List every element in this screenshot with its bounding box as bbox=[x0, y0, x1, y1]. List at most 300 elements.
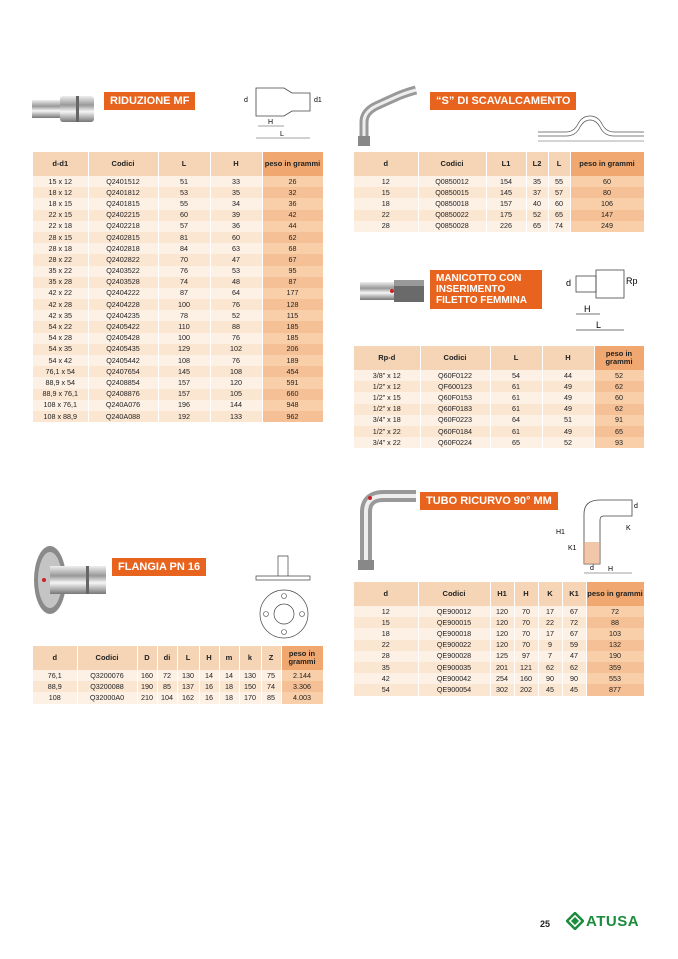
table-cell: Q2404235 bbox=[88, 310, 158, 321]
table-cell: 35 bbox=[210, 187, 262, 198]
table-cell: 591 bbox=[262, 377, 323, 388]
table-cell: 42 bbox=[354, 673, 418, 684]
table-cell: Q2401815 bbox=[88, 198, 158, 209]
table-cell: 42 x 22 bbox=[33, 288, 88, 299]
table-cell: 64 bbox=[490, 415, 542, 426]
table-row bbox=[33, 254, 323, 265]
table-cell: 67 bbox=[262, 254, 323, 265]
table-cell: 226 bbox=[486, 221, 526, 232]
table-cell: 137 bbox=[177, 681, 199, 692]
table-cell: QE900054 bbox=[418, 684, 490, 695]
table-cell: 35 x 22 bbox=[33, 266, 88, 277]
table-cell: 14 bbox=[219, 670, 239, 681]
table-cell: Q2402822 bbox=[88, 254, 158, 265]
table-cell: 32 bbox=[262, 187, 323, 198]
table-cell: Q3200088 bbox=[77, 681, 137, 692]
table-cell: 18 bbox=[354, 628, 418, 639]
manicotto-title: MANICOTTO CON INSERIMENTO FILETTO FEMMINA bbox=[430, 270, 542, 309]
atusa-logo bbox=[566, 912, 639, 930]
table-cell: Q0850022 bbox=[418, 210, 486, 221]
table-cell: 145 bbox=[158, 366, 210, 377]
table-cell: 60 bbox=[548, 198, 570, 209]
table-cell: 95 bbox=[262, 266, 323, 277]
table-cell: 132 bbox=[586, 640, 644, 651]
table-cell: QF600123 bbox=[420, 381, 490, 392]
table-cell: 157 bbox=[486, 198, 526, 209]
table-cell: 120 bbox=[490, 617, 514, 628]
table-row bbox=[354, 662, 644, 673]
col-peso: peso in grammi bbox=[586, 582, 644, 606]
table-cell: 108 x 76,1 bbox=[33, 400, 88, 411]
table-cell: 70 bbox=[514, 640, 538, 651]
table-row bbox=[354, 187, 644, 198]
table-cell: 15 x 12 bbox=[33, 176, 88, 187]
tubo-table bbox=[354, 582, 645, 696]
table-cell: Q60F0223 bbox=[420, 415, 490, 426]
table-cell: 962 bbox=[262, 411, 323, 422]
col-l: L bbox=[177, 646, 199, 670]
table-cell: 64 bbox=[210, 288, 262, 299]
table-cell: 175 bbox=[486, 210, 526, 221]
table-cell: 26 bbox=[262, 176, 323, 187]
tubo-title: TUBO RICURVO 90° MM bbox=[420, 492, 558, 510]
table-cell: 115 bbox=[262, 310, 323, 321]
table-cell: 72 bbox=[586, 606, 644, 617]
table-cell: 108 bbox=[33, 692, 77, 703]
table-cell: 54 bbox=[354, 684, 418, 695]
table-cell: Q240A088 bbox=[88, 411, 158, 422]
scavalcamento-diagram bbox=[536, 110, 648, 144]
atusa-logo-text: ATUSA bbox=[586, 912, 640, 930]
table-cell: Q2402815 bbox=[88, 232, 158, 243]
col-D: D bbox=[137, 646, 157, 670]
flangia-table bbox=[33, 646, 324, 704]
col-z: Z bbox=[261, 646, 281, 670]
table-row bbox=[33, 681, 323, 692]
table-cell: Q2404228 bbox=[88, 299, 158, 310]
table-cell: 62 bbox=[538, 662, 562, 673]
table-cell: 190 bbox=[586, 651, 644, 662]
table-cell: 74 bbox=[158, 277, 210, 288]
table-cell: 189 bbox=[262, 355, 323, 366]
col-k: K bbox=[538, 582, 562, 606]
table-cell: 102 bbox=[210, 344, 262, 355]
table-cell: 45 bbox=[562, 684, 586, 695]
table-cell: 15 bbox=[354, 187, 418, 198]
col-h: H bbox=[542, 346, 594, 370]
table-cell: 144 bbox=[210, 400, 262, 411]
table-cell: 15 bbox=[354, 617, 418, 628]
table-cell: 48 bbox=[210, 277, 262, 288]
table-cell: Q2403528 bbox=[88, 277, 158, 288]
table-cell: 130 bbox=[177, 670, 199, 681]
table-cell: Q2401512 bbox=[88, 176, 158, 187]
svg-text:H1: H1 bbox=[556, 529, 565, 536]
table-cell: 170 bbox=[239, 692, 261, 703]
col-h1: H1 bbox=[490, 582, 514, 606]
table-cell: 160 bbox=[514, 673, 538, 684]
table-cell: Q240A076 bbox=[88, 400, 158, 411]
table-cell: Q2402818 bbox=[88, 243, 158, 254]
table-cell: 12 bbox=[354, 606, 418, 617]
table-cell: 88 bbox=[586, 617, 644, 628]
col-d: d bbox=[33, 646, 77, 670]
table-cell: 62 bbox=[562, 662, 586, 673]
table-row bbox=[354, 370, 644, 381]
table-row bbox=[33, 243, 323, 254]
table-cell: 44 bbox=[542, 370, 594, 381]
table-cell: 54 x 42 bbox=[33, 355, 88, 366]
svg-text:d: d bbox=[590, 565, 594, 572]
col-l: L bbox=[158, 152, 210, 176]
table-cell: 45 bbox=[538, 684, 562, 695]
table-cell: 55 bbox=[548, 176, 570, 187]
table-cell: 17 bbox=[538, 606, 562, 617]
table-cell: 37 bbox=[526, 187, 548, 198]
table-cell: 90 bbox=[562, 673, 586, 684]
table-cell: 157 bbox=[158, 377, 210, 388]
table-cell: Q2408876 bbox=[88, 389, 158, 400]
table-cell: 9 bbox=[538, 640, 562, 651]
table-cell: Q2405428 bbox=[88, 333, 158, 344]
col-peso: peso in grammi bbox=[262, 152, 323, 176]
table-cell: 14 bbox=[199, 670, 219, 681]
table-cell: 65 bbox=[526, 221, 548, 232]
table-cell: 70 bbox=[514, 617, 538, 628]
table-cell: 61 bbox=[490, 381, 542, 392]
table-row bbox=[33, 321, 323, 332]
table-cell: 150 bbox=[239, 681, 261, 692]
table-cell: 54 x 35 bbox=[33, 344, 88, 355]
table-row bbox=[354, 606, 644, 617]
manicotto-photo bbox=[358, 276, 428, 306]
table-cell: 70 bbox=[158, 254, 210, 265]
table-cell: 49 bbox=[542, 404, 594, 415]
col-m: m bbox=[219, 646, 239, 670]
col-di: di bbox=[157, 646, 177, 670]
table-cell: 3.306 bbox=[281, 681, 323, 692]
table-row bbox=[354, 684, 644, 695]
table-cell: 28 bbox=[354, 651, 418, 662]
svg-text:L: L bbox=[280, 131, 284, 138]
table-cell: 85 bbox=[157, 681, 177, 692]
table-cell: 120 bbox=[490, 640, 514, 651]
table-cell: 105 bbox=[210, 389, 262, 400]
table-cell: 877 bbox=[586, 684, 644, 695]
table-cell: 16 bbox=[199, 692, 219, 703]
table-cell: Q2407654 bbox=[88, 366, 158, 377]
table-cell: 42 x 35 bbox=[33, 310, 88, 321]
table-cell: 42 x 28 bbox=[33, 299, 88, 310]
svg-text:d: d bbox=[566, 278, 572, 288]
col-d-d1: d-d1 bbox=[33, 152, 88, 176]
table-cell: 52 bbox=[542, 437, 594, 448]
col-codici: Codici bbox=[418, 152, 486, 176]
riduzione-table bbox=[33, 152, 324, 422]
riduzione-diagram bbox=[244, 82, 328, 146]
table-cell: 185 bbox=[262, 333, 323, 344]
table-cell: 202 bbox=[514, 684, 538, 695]
table-cell: 249 bbox=[570, 221, 644, 232]
table-cell: QE900035 bbox=[418, 662, 490, 673]
table-cell: 57 bbox=[158, 221, 210, 232]
table-cell: 3/4” x 18 bbox=[354, 415, 420, 426]
col-l1: L1 bbox=[486, 152, 526, 176]
table-cell: 125 bbox=[490, 651, 514, 662]
table-cell: 18 x 12 bbox=[33, 187, 88, 198]
table-row bbox=[354, 628, 644, 639]
table-row bbox=[354, 176, 644, 187]
table-cell: Q2401812 bbox=[88, 187, 158, 198]
table-row bbox=[354, 437, 644, 448]
table-cell: 68 bbox=[262, 243, 323, 254]
table-cell: 120 bbox=[210, 377, 262, 388]
table-cell: 157 bbox=[158, 389, 210, 400]
table-cell: 57 bbox=[548, 187, 570, 198]
svg-text:d1: d1 bbox=[314, 97, 322, 104]
table-row bbox=[33, 366, 323, 377]
table-row bbox=[33, 411, 323, 422]
table-cell: 76 bbox=[210, 299, 262, 310]
table-cell: 67 bbox=[562, 628, 586, 639]
table-cell: 100 bbox=[158, 299, 210, 310]
table-cell: 53 bbox=[158, 187, 210, 198]
table-cell: 22 bbox=[354, 210, 418, 221]
table-cell: Q60F0183 bbox=[420, 404, 490, 415]
table-cell: 106 bbox=[570, 198, 644, 209]
table-row bbox=[33, 692, 323, 703]
table-cell: 18 bbox=[219, 692, 239, 703]
table-cell: 65 bbox=[548, 210, 570, 221]
table-cell: 35 bbox=[354, 662, 418, 673]
table-cell: 1/2” x 18 bbox=[354, 404, 420, 415]
table-cell: 120 bbox=[490, 606, 514, 617]
table-row bbox=[33, 176, 323, 187]
table-cell: 88 bbox=[210, 321, 262, 332]
table-cell: 110 bbox=[158, 321, 210, 332]
col-codici: Codici bbox=[88, 152, 158, 176]
table-cell: 190 bbox=[137, 681, 157, 692]
table-cell: Q0850028 bbox=[418, 221, 486, 232]
table-cell: 54 x 22 bbox=[33, 321, 88, 332]
table-cell: 154 bbox=[486, 176, 526, 187]
flangia-title: FLANGIA PN 16 bbox=[112, 558, 206, 576]
table-cell: 74 bbox=[548, 221, 570, 232]
table-cell: 59 bbox=[562, 640, 586, 651]
table-cell: Q2405422 bbox=[88, 321, 158, 332]
table-cell: 3/8” x 12 bbox=[354, 370, 420, 381]
table-row bbox=[33, 277, 323, 288]
table-cell: 121 bbox=[514, 662, 538, 673]
table-cell: 120 bbox=[490, 628, 514, 639]
table-cell: Q2405442 bbox=[88, 355, 158, 366]
table-row bbox=[33, 210, 323, 221]
table-row bbox=[354, 392, 644, 403]
table-cell: 18 bbox=[219, 681, 239, 692]
table-cell: Q2405435 bbox=[88, 344, 158, 355]
table-cell: 7 bbox=[538, 651, 562, 662]
table-cell: 76 bbox=[210, 333, 262, 344]
table-cell: 60 bbox=[594, 392, 644, 403]
table-cell: Q0850018 bbox=[418, 198, 486, 209]
table-cell: 75 bbox=[261, 670, 281, 681]
table-cell: 53 bbox=[210, 266, 262, 277]
table-cell: QE900022 bbox=[418, 640, 490, 651]
table-cell: 78 bbox=[158, 310, 210, 321]
table-row bbox=[354, 381, 644, 392]
table-cell: 16 bbox=[199, 681, 219, 692]
svg-text:L: L bbox=[596, 320, 602, 330]
table-cell: 4.003 bbox=[281, 692, 323, 703]
table-cell: 1/2” x 15 bbox=[354, 392, 420, 403]
table-cell: Q2408854 bbox=[88, 377, 158, 388]
scavalcamento-table bbox=[354, 152, 645, 232]
table-cell: Q60F0122 bbox=[420, 370, 490, 381]
table-cell: Q32000A0 bbox=[77, 692, 137, 703]
table-cell: Q60F0153 bbox=[420, 392, 490, 403]
col-peso: peso in grammi bbox=[281, 646, 323, 670]
table-cell: 28 x 22 bbox=[33, 254, 88, 265]
table-cell: 162 bbox=[177, 692, 199, 703]
svg-text:K: K bbox=[626, 525, 631, 532]
table-row bbox=[33, 670, 323, 681]
table-cell: 88,9 bbox=[33, 681, 77, 692]
tubo-diagram bbox=[556, 494, 648, 576]
table-cell: 128 bbox=[262, 299, 323, 310]
table-row bbox=[354, 415, 644, 426]
table-cell: 97 bbox=[514, 651, 538, 662]
table-cell: 22 bbox=[538, 617, 562, 628]
svg-text:Rp: Rp bbox=[626, 276, 638, 286]
table-row bbox=[33, 310, 323, 321]
table-cell: Q0850012 bbox=[418, 176, 486, 187]
riduzione-title: RIDUZIONE MF bbox=[104, 92, 195, 110]
table-cell: 72 bbox=[562, 617, 586, 628]
table-cell: 65 bbox=[490, 437, 542, 448]
table-cell: 36 bbox=[262, 198, 323, 209]
table-cell: 40 bbox=[526, 198, 548, 209]
table-cell: 51 bbox=[542, 415, 594, 426]
table-cell: 108 bbox=[158, 355, 210, 366]
table-row bbox=[354, 640, 644, 651]
table-cell: 108 bbox=[210, 366, 262, 377]
table-cell: 147 bbox=[570, 210, 644, 221]
col-l2: L2 bbox=[526, 152, 548, 176]
table-cell: 47 bbox=[562, 651, 586, 662]
table-cell: 62 bbox=[262, 232, 323, 243]
table-cell: 44 bbox=[262, 221, 323, 232]
table-cell: 61 bbox=[490, 404, 542, 415]
tubo-photo bbox=[356, 486, 420, 572]
table-cell: 54 bbox=[490, 370, 542, 381]
col-l: L bbox=[548, 152, 570, 176]
col-peso: peso in grammi bbox=[570, 152, 644, 176]
table-cell: 85 bbox=[261, 692, 281, 703]
table-cell: 33 bbox=[210, 176, 262, 187]
table-row bbox=[33, 221, 323, 232]
table-cell: 54 x 28 bbox=[33, 333, 88, 344]
table-cell: 60 bbox=[158, 210, 210, 221]
table-cell: 70 bbox=[514, 606, 538, 617]
table-cell: 87 bbox=[262, 277, 323, 288]
table-cell: QE900018 bbox=[418, 628, 490, 639]
svg-text:d: d bbox=[244, 97, 248, 104]
table-cell: 47 bbox=[210, 254, 262, 265]
table-cell: 51 bbox=[158, 176, 210, 187]
table-cell: 18 x 15 bbox=[33, 198, 88, 209]
table-cell: 60 bbox=[570, 176, 644, 187]
table-cell: 74 bbox=[261, 681, 281, 692]
table-cell: 22 bbox=[354, 640, 418, 651]
col-h: H bbox=[199, 646, 219, 670]
table-cell: 88,9 x 54 bbox=[33, 377, 88, 388]
table-cell: 129 bbox=[158, 344, 210, 355]
table-row bbox=[33, 266, 323, 277]
table-cell: QE900028 bbox=[418, 651, 490, 662]
table-cell: Q2403522 bbox=[88, 266, 158, 277]
table-cell: 61 bbox=[490, 426, 542, 437]
table-cell: 76,1 x 54 bbox=[33, 366, 88, 377]
table-cell: 553 bbox=[586, 673, 644, 684]
table-cell: 93 bbox=[594, 437, 644, 448]
table-cell: Q0850015 bbox=[418, 187, 486, 198]
table-cell: 206 bbox=[262, 344, 323, 355]
table-cell: QE900012 bbox=[418, 606, 490, 617]
table-cell: 254 bbox=[490, 673, 514, 684]
table-cell: 201 bbox=[490, 662, 514, 673]
table-cell: 454 bbox=[262, 366, 323, 377]
col-codici: Codici bbox=[420, 346, 490, 370]
page-number: 25 bbox=[540, 919, 551, 929]
table-cell: 52 bbox=[594, 370, 644, 381]
table-cell: 76 bbox=[158, 266, 210, 277]
table-row bbox=[33, 344, 323, 355]
table-cell: 62 bbox=[594, 381, 644, 392]
table-cell: 192 bbox=[158, 411, 210, 422]
table-cell: 660 bbox=[262, 389, 323, 400]
flangia-diagram bbox=[248, 552, 322, 642]
table-cell: 104 bbox=[157, 692, 177, 703]
table-cell: 52 bbox=[526, 210, 548, 221]
table-cell: QE900042 bbox=[418, 673, 490, 684]
table-cell: 210 bbox=[137, 692, 157, 703]
table-cell: 80 bbox=[570, 187, 644, 198]
table-cell: 12 bbox=[354, 176, 418, 187]
table-cell: 60 bbox=[210, 232, 262, 243]
table-cell: 18 bbox=[354, 198, 418, 209]
table-cell: 84 bbox=[158, 243, 210, 254]
table-cell: 103 bbox=[586, 628, 644, 639]
riduzione-photo bbox=[30, 92, 98, 126]
table-cell: 100 bbox=[158, 333, 210, 344]
table-cell: 63 bbox=[210, 243, 262, 254]
table-row bbox=[354, 221, 644, 232]
table-cell: 42 bbox=[262, 210, 323, 221]
table-cell: Q2402218 bbox=[88, 221, 158, 232]
table-cell: 28 x 18 bbox=[33, 243, 88, 254]
table-cell: 70 bbox=[514, 628, 538, 639]
col-k: k bbox=[239, 646, 261, 670]
table-row bbox=[33, 333, 323, 344]
table-cell: 52 bbox=[210, 310, 262, 321]
table-cell: 3/4” x 22 bbox=[354, 437, 420, 448]
col-rp-d: Rp-d bbox=[354, 346, 420, 370]
table-cell: 17 bbox=[538, 628, 562, 639]
table-cell: QE900015 bbox=[418, 617, 490, 628]
table-row bbox=[33, 232, 323, 243]
table-cell: 28 x 15 bbox=[33, 232, 88, 243]
table-row bbox=[354, 617, 644, 628]
